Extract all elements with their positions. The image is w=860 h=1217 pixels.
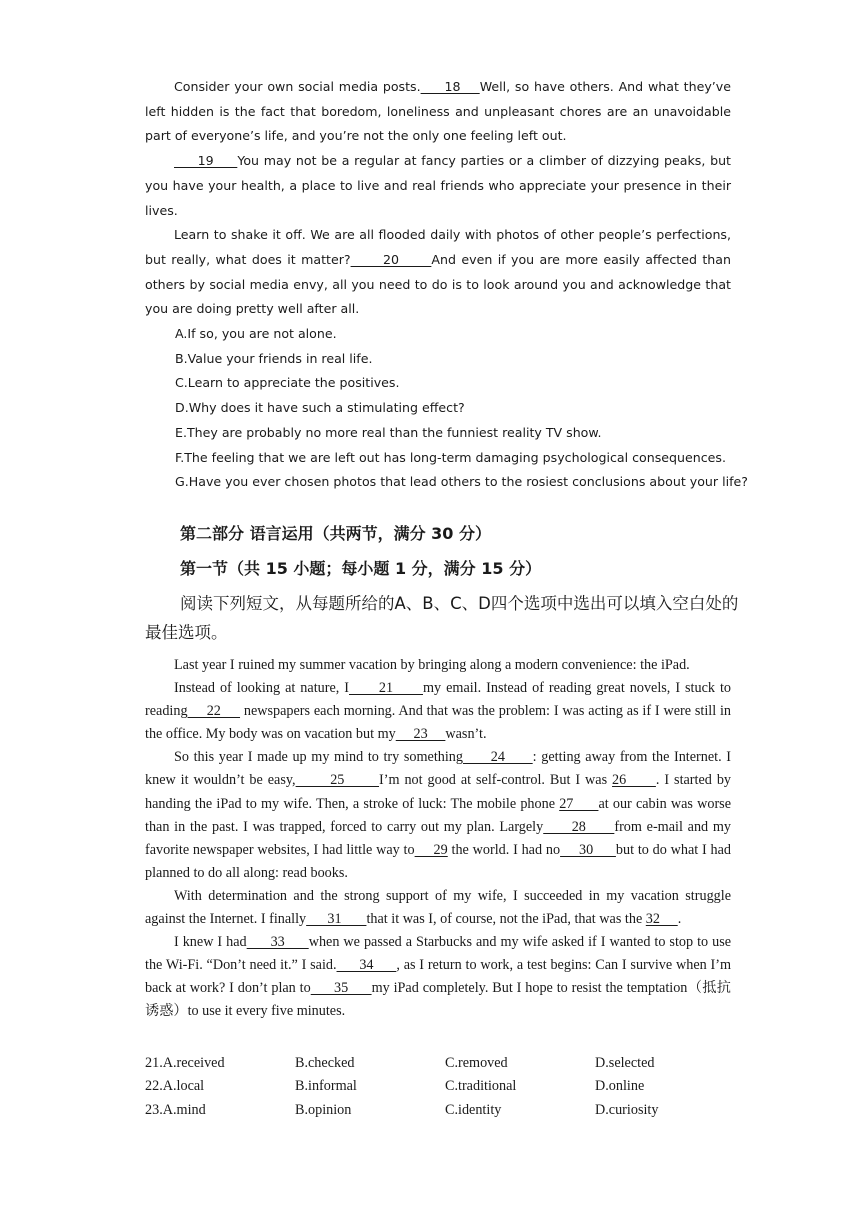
reading-options — [175, 322, 775, 495]
blank-34: 34 — [336, 957, 397, 974]
blank-35: 35 — [310, 980, 372, 997]
text-run: So this year I made up my mind to try something — [174, 749, 463, 766]
choice-c: C.identity — [445, 1101, 502, 1118]
blank-26: 26 — [612, 772, 656, 789]
choice-d: D.online — [595, 1078, 645, 1095]
blank-29: 29 — [414, 841, 448, 858]
option-a: A.If so, you are not alone. — [175, 326, 337, 341]
text-run: . — [677, 911, 682, 928]
choice-b: B.informal — [295, 1078, 357, 1095]
blank-19: 19 — [174, 153, 238, 169]
choice-b: B.opinion — [295, 1101, 352, 1118]
text-run: You may not be a regular at fancy parties or a climber of dizzying peaks, but you have your health, a place to live and real friends who appreciate your presence in their lives. — [145, 153, 731, 218]
choice-a: 22.A.local — [145, 1078, 205, 1095]
text-run: when we passed a Starbucks and my wife asked if I wanted to stop to use the Wi-Fi. “Don’t need it.” I said. — [145, 934, 732, 974]
option-f: F.The feeling that we are left out has long-term damaging psychological consequences. — [175, 449, 726, 465]
text-run: my iPad completely. But I hope to resist the temptation（抵抗诱惑）to use it every five minutes. — [145, 980, 731, 1020]
text-run: from e-mail and my favorite newspaper websites, I had little way to — [145, 818, 732, 858]
blank-32: 32 — [645, 911, 678, 928]
choice-d: D.selected — [595, 1055, 655, 1071]
text-run: Well, so have others. And what they’ve left hidden is the fact that boredom, loneliness and unpleasant chores are an unavoidable part of everyone’s life, and you’re not the only one feeling left out. — [145, 79, 731, 144]
cloze-paragraph-1: Last year I ruined my summer vacation by bringing along a modern convenience: the iPad. — [174, 657, 690, 673]
blank-20: 20 — [350, 251, 432, 267]
instruction-text: 阅读下列短文，从每题所给的A、B、C、D四个选项中选出可以填入空白处的最佳选项。 — [145, 594, 739, 642]
text-run: that it was I, of course, not the iPad, that was the — [366, 911, 646, 928]
blank-25: 25 — [295, 772, 380, 789]
blank-27: 27 — [559, 795, 599, 812]
option-e: E.They are probably no more real than the funniest reality TV show. — [175, 424, 602, 440]
choice-d: D.curiosity — [595, 1101, 659, 1118]
option-c: C.Learn to appreciate the positives. — [175, 375, 400, 391]
reading-passage — [145, 75, 731, 322]
blank-31: 31 — [306, 911, 367, 928]
text-run: but to do what I had planned to do all along: read books. — [145, 841, 732, 881]
answer-choices — [145, 1052, 745, 1122]
instruction — [145, 589, 745, 647]
text-run: With determination and the strong support of my wife, I succeeded in my vacation struggle against the Internet. I finally — [145, 887, 731, 928]
option-b: B.Value your friends in real life. — [175, 350, 373, 366]
reading-paragraph-1 — [145, 75, 731, 149]
choice-c: C.traditional — [445, 1078, 517, 1095]
text-run: the world. I had no — [447, 841, 561, 858]
part-title: 第二部分 语言运用（共两节，满分 30 分） — [180, 524, 491, 543]
text-run: : getting away from the Internet. I knew it wouldn’t be easy, — [145, 749, 731, 789]
question-21-choices — [145, 1052, 745, 1075]
reading-paragraph-3 — [145, 223, 731, 322]
choice-a: 23.A.mind — [145, 1101, 206, 1118]
choice-c: C.removed — [445, 1055, 508, 1071]
blank-28: 28 — [543, 818, 615, 835]
reading-paragraph-2 — [145, 149, 731, 223]
text-run: , as I return to work, a test begins: Can I survive when I’m back at work? I don’t plan to — [145, 957, 732, 997]
text-run: I’m not good at self-control. But I was — [379, 772, 613, 789]
blank-21: 21 — [349, 680, 423, 697]
text-run: . I started by handing the iPad to my wife. Then, a stroke of luck: The mobile phone — [145, 772, 732, 812]
text-run: my email. Instead of reading great novels, I stuck to reading — [145, 680, 732, 720]
option-g: G.Have you ever chosen photos that lead others to the rosiest conclusions about your life? — [175, 474, 748, 490]
question-22-choices — [145, 1075, 745, 1098]
text-run: wasn’t. — [445, 726, 487, 743]
blank-18: 18 — [420, 79, 480, 94]
choice-a: 21.A.received — [145, 1055, 225, 1071]
cloze-paragraph-5 — [145, 931, 731, 1023]
blank-24: 24 — [462, 749, 533, 766]
cloze-paragraph-2 — [145, 677, 731, 746]
cloze-paragraph-3 — [145, 746, 731, 885]
question-23-choices — [145, 1099, 745, 1122]
blank-33: 33 — [246, 934, 309, 951]
text-run: Consider your own social media posts. — [174, 79, 421, 94]
text-run: at our cabin was worse than in the past. I was trapped, forced to carry out my plan. Largely — [145, 795, 731, 835]
blank-23: 23 — [395, 726, 446, 743]
text-run: Instead of looking at nature, I — [174, 680, 350, 697]
text-run: Learn to shake it off. We are all flooded daily with photos of other people’s perfections, but really, what does it matter? — [145, 227, 731, 267]
text-run: newspapers each morning. And that was the problem: I was acting as if I were still in the office. My body was on vacation but my — [145, 703, 732, 743]
section-subtitle: 第一节（共 15 小题；每小题 1 分，满分 15 分） — [180, 559, 542, 578]
cloze-passage — [145, 654, 731, 1024]
blank-30: 30 — [560, 841, 616, 858]
option-d: D.Why does it have such a stimulating effect? — [175, 400, 465, 416]
choice-b: B.checked — [295, 1055, 355, 1071]
blank-22: 22 — [187, 703, 241, 720]
text-run: And even if you are more easily affected than others by social media envy, all you need to do is to look around you and acknowledge that you are doing pretty well after all. — [145, 251, 731, 317]
text-run: I knew I had — [174, 934, 247, 951]
cloze-paragraph-4 — [145, 885, 731, 931]
